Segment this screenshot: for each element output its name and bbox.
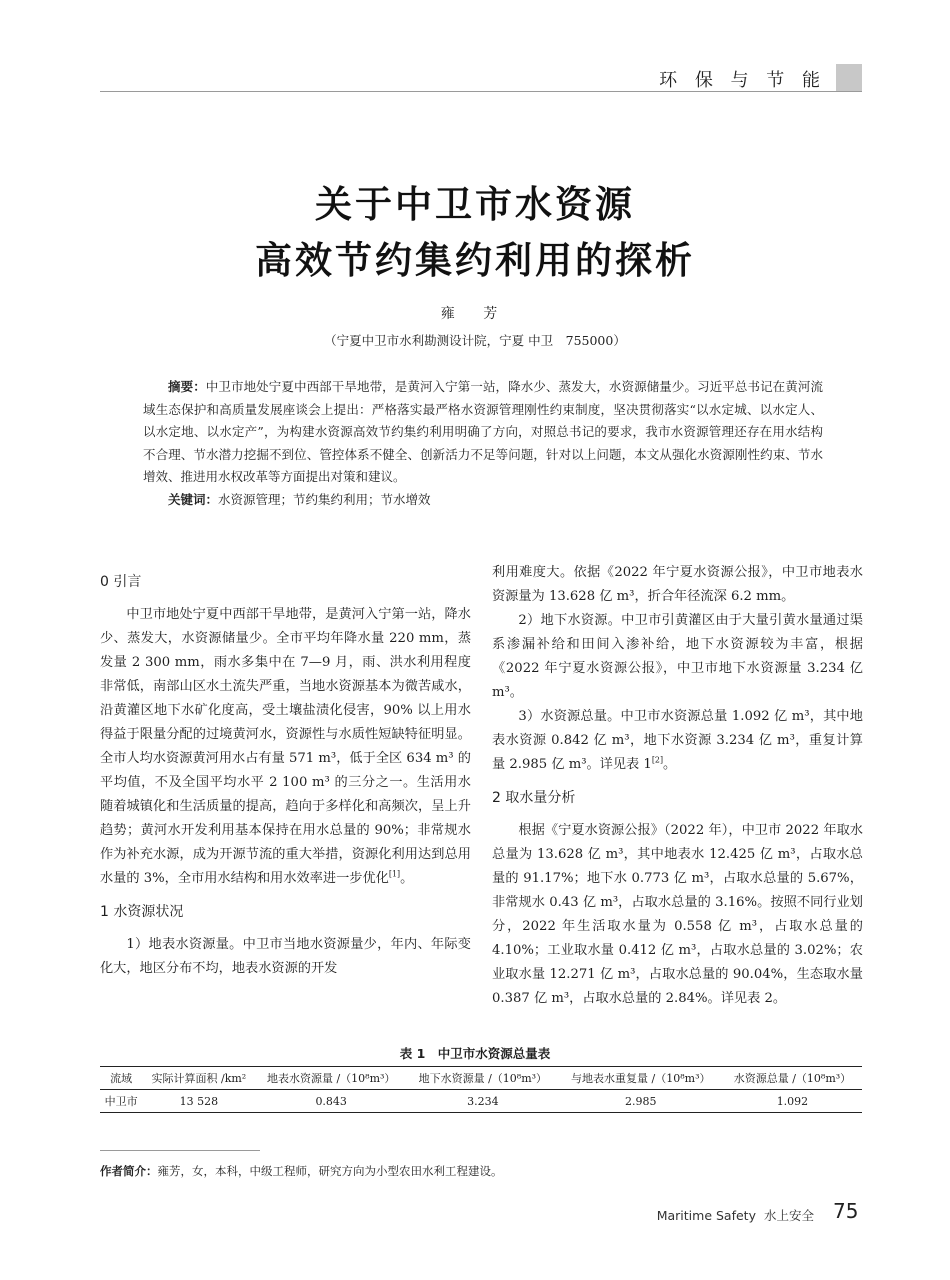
total-water-paragraph [492, 705, 863, 777]
section-2-heading: 2 取水量分析 [492, 790, 576, 806]
table-cell: 0.843 [315, 1094, 347, 1108]
footnote-rule [100, 1150, 260, 1151]
author-name: 雍 芳 [440, 306, 510, 322]
keywords-text: 水资源管理；节约集约利用；节水增效 [218, 491, 431, 507]
section-tab-decoration [836, 64, 862, 91]
table-cell: 3.234 [467, 1094, 499, 1108]
column-header: 水资源总量 /（10⁸m³） [733, 1072, 852, 1085]
article-title-line-1: 关于中卫市水资源 [315, 183, 635, 226]
column-header: 与地表水重复量 /（10⁸m³） [571, 1072, 711, 1085]
author-note [100, 1163, 503, 1179]
section-2-paragraph: 根据《宁夏水资源公报》（2022 年），中卫市 2022 年取水总量为 13.628 亿 m³，其中地表水 12.425 亿 m³，占取水总量的 91.17%；地下水 0.773 亿 m³，占取水总量的 5.67%，非常规水 0.43 亿 m³，占取水总量的 3.16%。按照不同行业划分，2022 年生活取水量为 0.558 亿 m³，占取水总量的 4.10%；工业取水量 0.412 亿 m³，占取水总量的 3.02%；农业取水量 12.271 亿 m³，占取水总量的 90.04%，生态取水量 0.387 亿 m³，占取水总量的 2.84%。详见表 2。 [492, 823, 863, 1006]
journal-name [649, 1206, 814, 1224]
total-water-end: 。 [663, 757, 677, 772]
section-1-heading: 1 水资源状况 [100, 904, 184, 920]
column-header: 流域 [110, 1072, 133, 1085]
author-note-text: 雍芳，女，本科，中级工程师，研究方向为小型农田水利工程建设。 [157, 1164, 503, 1178]
author-note-label: 作者简介： [100, 1164, 158, 1178]
section-0-end: 。 [400, 871, 414, 886]
abstract-label: 摘要： [168, 379, 206, 394]
article-title-line-2: 高效节约集约利用的探析 [255, 239, 695, 282]
keywords-label: 关键词： [168, 491, 219, 507]
reference-1-marker: [1] [388, 869, 401, 879]
table-header-row [100, 1067, 862, 1090]
water-resources-table [100, 1066, 862, 1113]
section-0-text: 中卫市地处宁夏中西部干旱地带，是黄河入宁第一站，降水少、蒸发大，水资源储量少。全市平均年降水量 220 mm，蒸发量 2 300 mm，雨水多集中在 7—9 月，雨、洪水利用程度非常低，南部山区水土流失严重，当地水资源基本为微苦咸水，沿黄灌区地下水矿化度高，受土壤盐渍化侵害，90% 以上用水得益于限量分配的过境黄河水，资源性与水质性短缺特征明显。全市人均水资源黄河用水占有量 571 m³，低于全区 634 m³ 的平均值，不及全国平均水平 2 100 m³ 的三分之一。生活用水随着城镇化和生活质量的提高，趋向于多样化和高频次，呈上升趋势；黄河水开发利用基本保持在用水总量的 90%；非常规水作为补充水源，成为开源节流的重大举措，资源化利用达到总用水量的 3%，全市用水结构和用水效率进一步优化 [100, 607, 471, 886]
journal-name-cn: 水上安全 [763, 1208, 814, 1223]
abstract-paragraph [143, 376, 823, 489]
column-header: 实际计算面积 /km² [151, 1072, 247, 1085]
page-number: 75 [833, 1199, 859, 1223]
table-cell: 1.092 [776, 1094, 809, 1108]
table-row [100, 1090, 862, 1113]
reference-2-marker: [2] [651, 755, 664, 765]
groundwater-paragraph: 2）地下水资源。中卫市引黄灌区由于大量引黄水量通过渠系渗漏补给和田间入渗补给，地下水资源较为丰富，根据《2022 年宁夏水资源公报》，中卫市地下水资源量 3.234 亿 m³。 [492, 613, 863, 700]
column-header: 地下水资源量 /（10⁸m³） [418, 1072, 548, 1085]
column-header: 地表水资源量 /（10⁸m³） [266, 1072, 396, 1085]
left-column [100, 561, 471, 981]
section-0-heading: 0 引言 [100, 574, 142, 590]
section-0-paragraph [100, 603, 471, 891]
table-cell: 13 528 [179, 1094, 219, 1108]
right-column [492, 561, 863, 1011]
total-water-text: 3）水资源总量。中卫市水资源总量 1.092 亿 m³，其中地表水资源 0.842 亿 m³，地下水资源 3.234 亿 m³，重复计算量 2.985 亿 m³。详见表 1 [492, 709, 863, 772]
table-cell: 中卫市 [104, 1095, 138, 1108]
section-label: 环 保 与 节 能 [659, 70, 826, 91]
abstract-text: 中卫市地处宁夏中西部干旱地带，是黄河入宁第一站，降水少、蒸发大，水资源储量少。习近平总书记在黄河流域生态保护和高质量发展座谈会上提出：严格落实最严格水资源管理刚性约束制度，坚决贯彻落实“以水定城、以水定人、以水定地、以水定产”，为构建水资源高效节约集约利用明确了方向，对照总书记的要求，我市水资源管理还存在用水结构不合理、节水潜力挖掘不到位、管控体系不健全、创新活力不足等问题，针对以上问题，本文从强化水资源刚性约束、节水增效、推进用水权改革等方面提出对策和建议。 [143, 379, 823, 484]
keywords-line [143, 489, 823, 512]
table-cell: 2.985 [625, 1094, 657, 1108]
author-affiliation: （宁夏中卫市水利勘测设计院，宁夏 中卫 755000） [324, 333, 626, 348]
abstract-block [143, 376, 823, 511]
table-1-caption: 表 1 中卫市水资源总量表 [399, 1046, 551, 1061]
section-1-paragraph: 1）地表水资源量。中卫市当地水资源量少，年内、年际变化大，地区分布不均，地表水资源的开发 [100, 937, 471, 976]
journal-name-en: Maritime Safety [656, 1208, 756, 1223]
surface-water-continued: 利用难度大。依据《2022 年宁夏水资源公报》，中卫市地表水资源量为 13.628 亿 m³，折合年径流深 6.2 mm。 [492, 565, 863, 604]
